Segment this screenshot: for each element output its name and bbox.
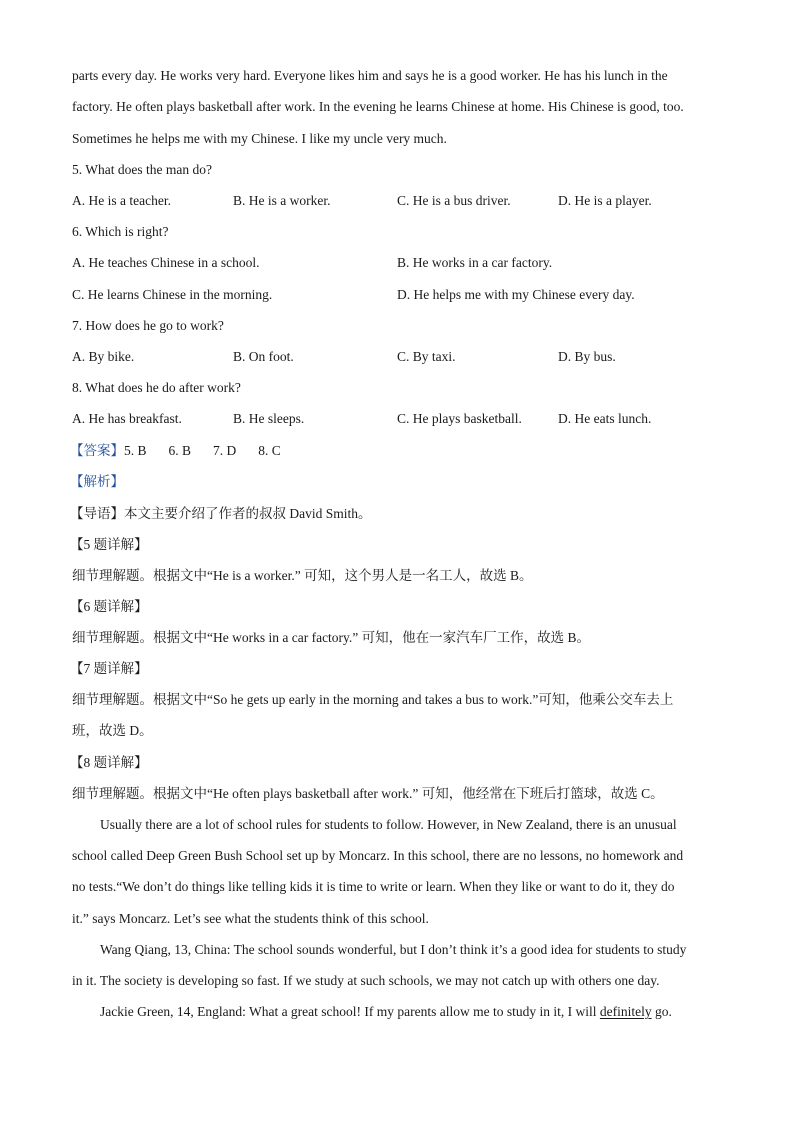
detail-label: 【8 题详解】 bbox=[70, 755, 148, 770]
question-stem: 6. Which is right? bbox=[72, 224, 169, 239]
answer-item: 8. C bbox=[258, 443, 281, 458]
question-stem: 5. What does the man do? bbox=[72, 162, 212, 177]
option-b: B. On foot. bbox=[233, 349, 294, 364]
detail-label: 【6 题详解】 bbox=[70, 599, 148, 614]
option-c: C. He is a bus driver. bbox=[397, 193, 511, 208]
passage-text: go. bbox=[651, 1004, 672, 1019]
answer-item: 5. B bbox=[124, 443, 147, 458]
passage-line: factory. He often plays basketball after work. In the evening he learns Chinese at home. His Chinese is good, too. bbox=[72, 99, 684, 114]
answer-label: 【答案】 bbox=[70, 443, 124, 458]
detail-text: 细节理解题。根据文中“He often plays basketball after work.” 可知，他经常在下班后打篮球，故选 C。 bbox=[72, 786, 664, 801]
option-b: B. He is a worker. bbox=[233, 193, 331, 208]
detail-text: 细节理解题。根据文中“So he gets up early in the morning and takes a bus to work.”可知，他乘公交车去上 bbox=[72, 692, 674, 707]
option-a: A. By bike. bbox=[72, 349, 135, 364]
option-a: A. He is a teacher. bbox=[72, 193, 171, 208]
passage-line: Usually there are a lot of school rules for students to follow. However, in New Zealand, there is an unusual bbox=[100, 817, 677, 832]
detail-text: 细节理解题。根据文中“He is a worker.” 可知，这个男人是一名工人，故选 B。 bbox=[72, 568, 533, 583]
guide-label: 【导语】 bbox=[70, 506, 124, 521]
analysis-label: 【解析】 bbox=[70, 474, 124, 489]
option-c: C. By taxi. bbox=[397, 349, 456, 364]
detail-label: 【7 题详解】 bbox=[70, 661, 148, 676]
passage-line: no tests.“We don’t do things like telling kids it is time to write or learn. When they like or want to do it, they do bbox=[72, 879, 675, 894]
option-d: D. He helps me with my Chinese every day. bbox=[397, 287, 635, 302]
passage-text: Jackie Green, 14, England: What a great school! If my parents allow me to study in it, I will bbox=[100, 1004, 600, 1019]
passage-line: Sometimes he helps me with my Chinese. I like my uncle very much. bbox=[72, 131, 447, 146]
option-d: D. He eats lunch. bbox=[558, 411, 652, 426]
option-a: A. He has breakfast. bbox=[72, 411, 182, 426]
answer-key bbox=[70, 442, 281, 460]
option-b: B. He sleeps. bbox=[233, 411, 305, 426]
answer-item: 7. D bbox=[213, 443, 237, 458]
guide bbox=[70, 505, 372, 523]
passage-line: it.” says Moncarz. Let’s see what the students think of this school. bbox=[72, 911, 429, 926]
answer-item: 6. B bbox=[168, 443, 192, 458]
passage-line: Wang Qiang, 13, China: The school sounds wonderful, but I don’t think it’s a good idea for students to study bbox=[100, 942, 687, 957]
passage-line bbox=[100, 1003, 672, 1021]
option-b: B. He works in a car factory. bbox=[397, 255, 553, 270]
question-stem: 8. What does he do after work? bbox=[72, 380, 241, 395]
passage-line: parts every day. He works very hard. Everyone likes him and says he is a good worker. He has his lunch in the bbox=[72, 68, 668, 83]
option-a: A. He teaches Chinese in a school. bbox=[72, 255, 260, 270]
underlined-word: definitely bbox=[599, 1004, 652, 1019]
option-d: D. He is a player. bbox=[558, 193, 652, 208]
option-c: C. He learns Chinese in the morning. bbox=[72, 287, 273, 302]
detail-label: 【5 题详解】 bbox=[70, 537, 148, 552]
detail-text: 班，故选 D。 bbox=[72, 723, 153, 738]
detail-text: 细节理解题。根据文中“He works in a car factory.” 可知，他在一家汽车厂工作，故选 B。 bbox=[72, 630, 591, 645]
guide-text: 本文主要介绍了作者的叔叔 David Smith。 bbox=[124, 506, 372, 521]
passage-line: in it. The society is developing so fast. If we study at such schools, we may not catch up with others one day. bbox=[72, 973, 660, 988]
passage-line: school called Deep Green Bush School set up by Moncarz. In this school, there are no lessons, no homework and bbox=[72, 848, 684, 863]
option-d: D. By bus. bbox=[558, 349, 616, 364]
option-c: C. He plays basketball. bbox=[397, 411, 522, 426]
question-stem: 7. How does he go to work? bbox=[72, 318, 224, 333]
